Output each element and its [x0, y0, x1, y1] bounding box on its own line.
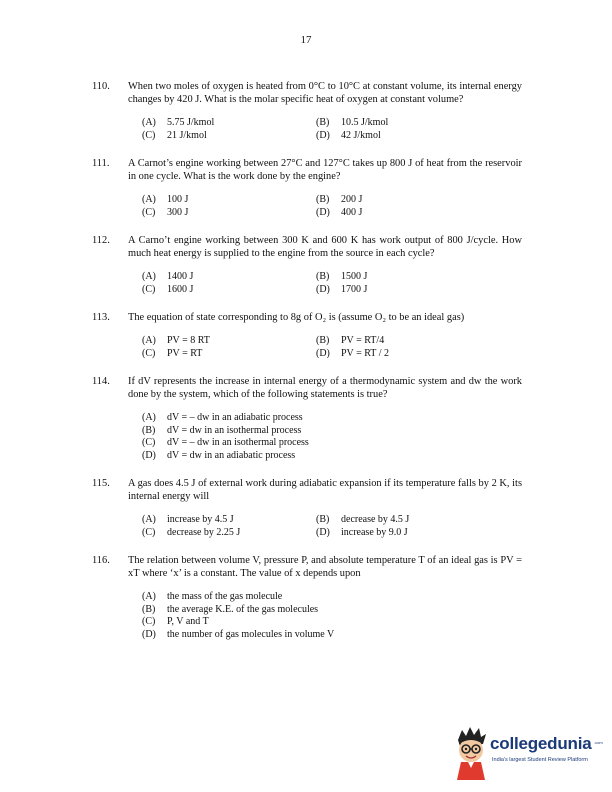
question-115 — [92, 477, 522, 539]
question-number: 111. — [92, 158, 110, 169]
student-mascot-icon — [452, 722, 490, 780]
option-b: (B) 1500 J — [316, 271, 368, 282]
option-b: (B) the average K.E. of the gas molecules — [142, 603, 319, 615]
question-114 — [92, 375, 522, 462]
question-number: 114. — [92, 376, 110, 387]
question-number: 110. — [92, 81, 110, 92]
options — [142, 117, 522, 142]
options — [142, 271, 522, 296]
option-d: (D) 400 J — [316, 206, 363, 218]
option-b: (B) 10.5 J/kmol — [316, 117, 389, 128]
option-d: (D) PV = RT / 2 — [316, 347, 390, 359]
options — [142, 194, 522, 219]
options — [142, 412, 522, 462]
option-b: (B) PV = RT/4 — [316, 335, 385, 346]
question-text: A Carno’t engine working between 300 K and 600 K has work output of 800 J/cycle. How much heat energy is supplied to the engine from the source in each cycle? — [128, 235, 522, 259]
question-number: 112. — [92, 235, 110, 246]
option-d: (D) the number of gas molecules in volume V — [142, 628, 335, 640]
question-text: When two moles of oxygen is heated from 0°C to 10°C at constant volume, its internal energy changes by 420 J. What is the molar specific heat of oxygen at constant volume? — [128, 81, 522, 105]
question-text: The equation of state corresponding to 8g of O₂ is (assume O₂ to be an ideal gas) — [128, 312, 465, 323]
option-c: (C) decrease by 2.25 J — [142, 526, 241, 538]
logo-wordmark: collegedunia — [490, 734, 592, 753]
question-list — [92, 80, 522, 656]
question-116 — [92, 554, 522, 641]
option-c: (C) dV = – dw in an isothermal process — [142, 437, 309, 448]
option-c: (C) PV = RT — [142, 347, 203, 359]
options — [142, 335, 522, 360]
option-b: (B) decrease by 4.5 J — [316, 514, 410, 525]
option-d: (D) 42 J/kmol — [316, 129, 381, 141]
option-a: (A) PV = 8 RT — [142, 335, 210, 346]
option-d: (D) dV = dw in an adiabatic process — [142, 449, 296, 461]
question-110 — [92, 80, 522, 142]
question-112 — [92, 234, 522, 296]
collegedunia-logo — [452, 722, 602, 782]
logo-domain-suffix: .com — [594, 740, 603, 745]
option-b: (B) 200 J — [316, 194, 363, 205]
question-number: 113. — [92, 312, 110, 323]
option-d: (D) increase by 9.0 J — [316, 526, 408, 538]
options — [142, 514, 522, 539]
options — [142, 591, 522, 641]
option-c: (C) P, V and T — [142, 616, 209, 627]
question-text: The relation between volume V, pressure P, and absolute temperature T of an ideal gas is PV = xT where ‘x’ is a constant. The value of x depends upon — [128, 555, 522, 579]
question-text: If dV represents the increase in internal energy of a thermodynamic system and dw the work done by the system, which of the following statements is true? — [128, 376, 522, 400]
question-text: A gas does 4.5 J of external work during adiabatic expansion if its temperature falls by 2 K, its internal energy will — [128, 478, 522, 502]
option-c: (C) 21 J/kmol — [142, 129, 207, 141]
option-a: (A) increase by 4.5 J — [142, 514, 234, 525]
logo-tagline: India's largest Student Review Platform — [492, 757, 588, 763]
option-a: (A) 100 J — [142, 194, 189, 205]
option-d: (D) 1700 J — [316, 283, 368, 295]
option-b: (B) dV = dw in an isothermal process — [142, 424, 302, 436]
question-text: A Carnot’s engine working between 27°C and 127°C takes up 800 J of heat from the reservoir in one cycle. What is the work done by the engine? — [128, 158, 522, 182]
question-113 — [92, 311, 522, 360]
option-c: (C) 1600 J — [142, 283, 194, 295]
question-number: 115. — [92, 478, 110, 489]
page-number: 17 — [300, 34, 312, 46]
option-a: (A) dV = – dw in an adiabatic process — [142, 412, 303, 423]
option-c: (C) 300 J — [142, 206, 189, 218]
question-111 — [92, 157, 522, 219]
option-a: (A) the mass of the gas molecule — [142, 591, 283, 602]
question-number: 116. — [92, 555, 110, 566]
option-a: (A) 5.75 J/kmol — [142, 117, 215, 128]
option-a: (A) 1400 J — [142, 271, 194, 282]
